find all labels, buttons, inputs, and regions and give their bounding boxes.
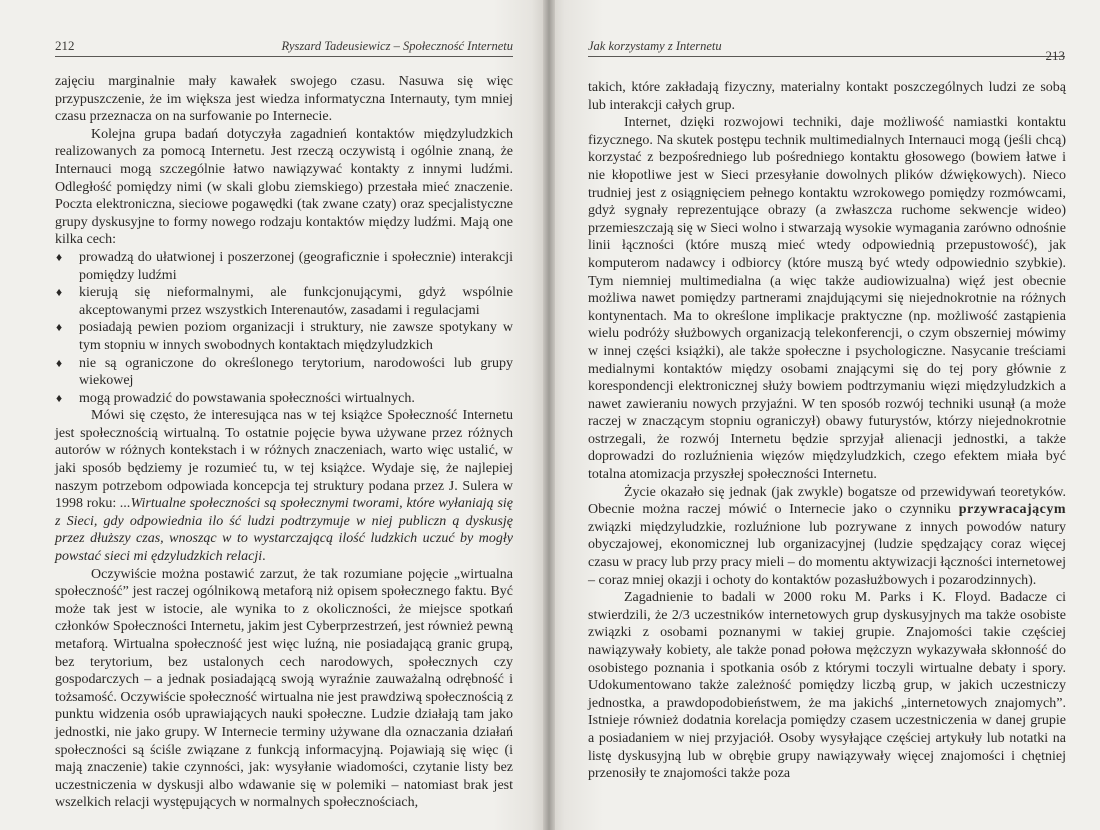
- paragraph: Oczywiście można postawić zarzut, że tak rozumiane pojęcie „wirtualna społeczność” jest raczej ogólnikową metaforą niż opisem społecznego faktu. Być może tak jest w istocie, ale wynika to z okoliczności, że miejsce spotkań członków Społeczności Internetu, jakim jest Cyberprzestrzeń, jest również pewną metaforą. Wirtualna społeczność jest więc luźną, nie posiadającą granic grupą, bez terytorium, bez ustalonych cech narodowych, społecznych czy gospodarczych – a jednak posiadającą swoją wyraźnie zauważalną odrębność i tożsamość. Oczywiście społeczność wirtualna nie jest prawdziwą społecznością z punktu widzenia osób uprawiających nauki społeczne. Ludzie działają tam jako jednostki, nie jako grupy. W Internecie terminy używane dla oznaczania działań społeczności są ściśle związane z funkcją informacyjną. Pojawiają się więc (i mają znaczenie) takie czynności, jak: wysyłanie wiadomości, czytanie listy bez uczestniczenia w dyskusji albo wdawanie się w polemiki – natomiast brak jest wszelkich relacji występujących w normalnych społecznościach,: [55, 566, 513, 811]
- list-item: ♦ nie są ograniczone do określonego terytorium, narodowości lub grupy wiekowej: [55, 355, 513, 390]
- page-number: 213: [1045, 48, 1065, 63]
- paragraph-text: .: [262, 549, 266, 565]
- quotation: ...Wirtualne społeczności są społecznymi tworami, które wyłaniają się z Sieci, gdy odpowiednia ilo ść ludzi podtrzymuje w niej publiczn ą dyskusję przez dłuższy czas, wnosząc w to wystarczającą ilość ludzkich uczuć by mogły powstać sieci mi ędzyludzkich relacji: [55, 496, 513, 565]
- running-title: Jak korzystamy z Internetu: [588, 39, 722, 53]
- bullet-list: [55, 249, 513, 407]
- paragraph: [55, 407, 513, 565]
- paragraph: zajęciu marginalnie mały kawałek swojego czasu. Nasuwa się więc przypuszczenie, że im większa jest wiedza informatyczna Internauty, tym mniej czasu przeznacza on na surfowanie po Internecie.: [55, 74, 513, 125]
- running-title: Ryszard Tadeusiewicz – Społeczność Internetu: [281, 39, 513, 53]
- paragraph-text: Mówi się często, że interesująca nas w tej książce Społeczność Internetu jest społecznością wirtualną. To ostatnie pojęcie bywa używane przez różnych autorów w różnych kontekstach i w różnych znaczeniach, warto więc ustalić, w jaki sposób będziemy je rozumieć tu, w tej książce. Wydaje się, że najlepiej naszym potrzebom odpowiada koncepcja tej struktury podana przez J. Sulera w 1998 roku:: [55, 408, 513, 512]
- list-item: ♦ posiadają pewien poziom organizacji i struktury, nie zawsze spotykany w tym stopniu w innych swobodnych kontaktach międzyludzkich: [55, 319, 513, 354]
- paragraph: Kolejna grupa badań dotyczyła zagadnień kontaktów międzyludzkich realizowanych za pomocą Internetu. Jest rzeczą oczywistą i ogólnie znaną, że Internauci mogą szczególnie łatwo nawiązywać kontakty z innymi ludźmi. Odległość pomiędzy nimi (w skali globu ziemskiego) przestała mieć znaczenie. Poczta elektroniczna, sieciowe pogawędki (tak zwane czaty) oraz specjalistyczne grupy dyskusyjne to formy nowego rodzaju kontaktów między ludźmi. Mają one kilka cech:: [55, 126, 513, 248]
- list-item: ♦ prowadzą do ułatwionej i poszerzonej (geograficznie i społecznie) interakcji pomiędzy ludźmi: [55, 249, 513, 284]
- paragraph: [588, 484, 1066, 590]
- paragraph: takich, które zakładają fizyczny, materialny kontakt poszczególnych ludzi ze sobą lub interakcji całych grup.: [588, 80, 1066, 113]
- paragraph-text: Życie okazało się jednak (jak zwykle) bogatsze od przewidywań teoretyków. Obecnie można raczej mówić o Internecie jako o czynniku: [588, 484, 1066, 518]
- right-page-body: [588, 79, 1066, 783]
- paragraph-text: związki międzyludzkie, rozluźnione lub pozrywane z innych powodów natury obyczajowej, ekonomicznej lub organizacyjnej (ludzie spędzający coraz więcej czasu w pracy lub przy pracy mieli – do momentu aktywizacji łączności internetowej – coraz mniej okazji i ochoty do kontaktów pozasłużbowych i pozarodzinnych).: [588, 519, 1066, 588]
- list-item: ♦ kierują się nieformalnymi, ale funkcjonującymi, gdyż wspólnie akceptowanymi przez wszystkich Interenautów, zasadami i regulacjami: [55, 284, 513, 319]
- book-gutter: [543, 0, 555, 830]
- list-item: ♦ mogą prowadzić do powstawania społeczności wirtualnych.: [55, 390, 513, 408]
- paragraph: Zagadnienie to badali w 2000 roku M. Parks i K. Floyd. Badacze ci stwierdzili, że 2/3 uczestników internetowych grup dyskusyjnych ma także osobiste związki z osobami poznanymi w takiej grupie. Znajomości takie częściej nawiązywały kobiety, ale także ponad połowa mężczyzn wykazywała skłonność do osobistego poznania i spotkania osób z którymi toczyli wirtualne debaty i spory. Udokumentowano także zależność pomiędzy liczbą grup, w jakich uczestniczy jednostka, a prawdopodobieństwem, że ma jakichś „internetowych znajomych”. Istnieje również dodatnia korelacja pomiędzy czasem uczestniczenia w danej grupie a posiadaniem w niej przyjaciół. Osoby wysyłające częściej artykuły lub notatki na listę dyskusyjną lub w obrębie grupy nawiązywały więcej znajomości i chętniej przenosiły te znajomości także poza: [588, 590, 1066, 782]
- left-page: [0, 0, 548, 830]
- left-page-body: [55, 73, 513, 812]
- right-page-header: [588, 38, 1065, 63]
- right-page: [548, 0, 1100, 830]
- left-page-header: [55, 38, 513, 57]
- emphasized-word: przywracającym: [958, 502, 1066, 518]
- page-number: 212: [55, 38, 75, 53]
- paragraph: Internet, dzięki rozwojowi techniki, daje możliwość namiastki kontaktu fizycznego. Na skutek postępu technik multimedialnych Internauci mogą (jeśli chcą) korzystać z bezpośredniego lub pośredniego kontaktu głosowego (bowiem łatwe i nie kłopotliwe jest w Sieci przesyłanie dowolnych plików dźwiękowych). Nieco trudniej jest z osiągnięciem pełnego kontaktu wzrokowego pomiędzy rozmówcami, gdyż sygnały reprezentujące obrazy (a zwłaszcza ruchome sekwencje wideo) przemieszczają się w Sieci wolno i stwarzają wysokie wymagania zarówno odnośnie linii łączności (które muszą mieć wtedy odpowiednią przepustowość), jak komputerom nadawcy i odbiorcy (które muszą być wtedy odpowiednio szybkie). Tym niemniej multimedialna (a więc także audiowizualna) więź jest obecnie możliwa nawet pomiędzy partnerami znajdującymi się niejednokrotnie na różnych kontynentach. Ma to określone implikacje praktyczne (np. możliwość zastąpienia wielu podróży służbowych organizacją telekonferencji, o czym obszerniej mówimy w innej części książki), ale także społeczne i psychologiczne. Nasycanie treściami medialnymi kontaktów między osobami znającymi się do tej pory głównie z korespondencji elektronicznej służy bowiem podtrzymaniu więzi międzyludzkich a nawet zawieraniu nowych przyjaźni. W ten sposób rozwój techniki usunął (a może raczej w znaczącym stopniu ograniczył) obawy futurystów, którzy niejednokrotnie ostrzegali, że rozwój Internetu będzie sprzyjał alienacji jednostki, a także doprowadzi do rozluźnienia więzów międzyludzkich, czego efektem miała być totalna atomizacja przyszłej społeczności Internetu.: [588, 115, 1066, 483]
